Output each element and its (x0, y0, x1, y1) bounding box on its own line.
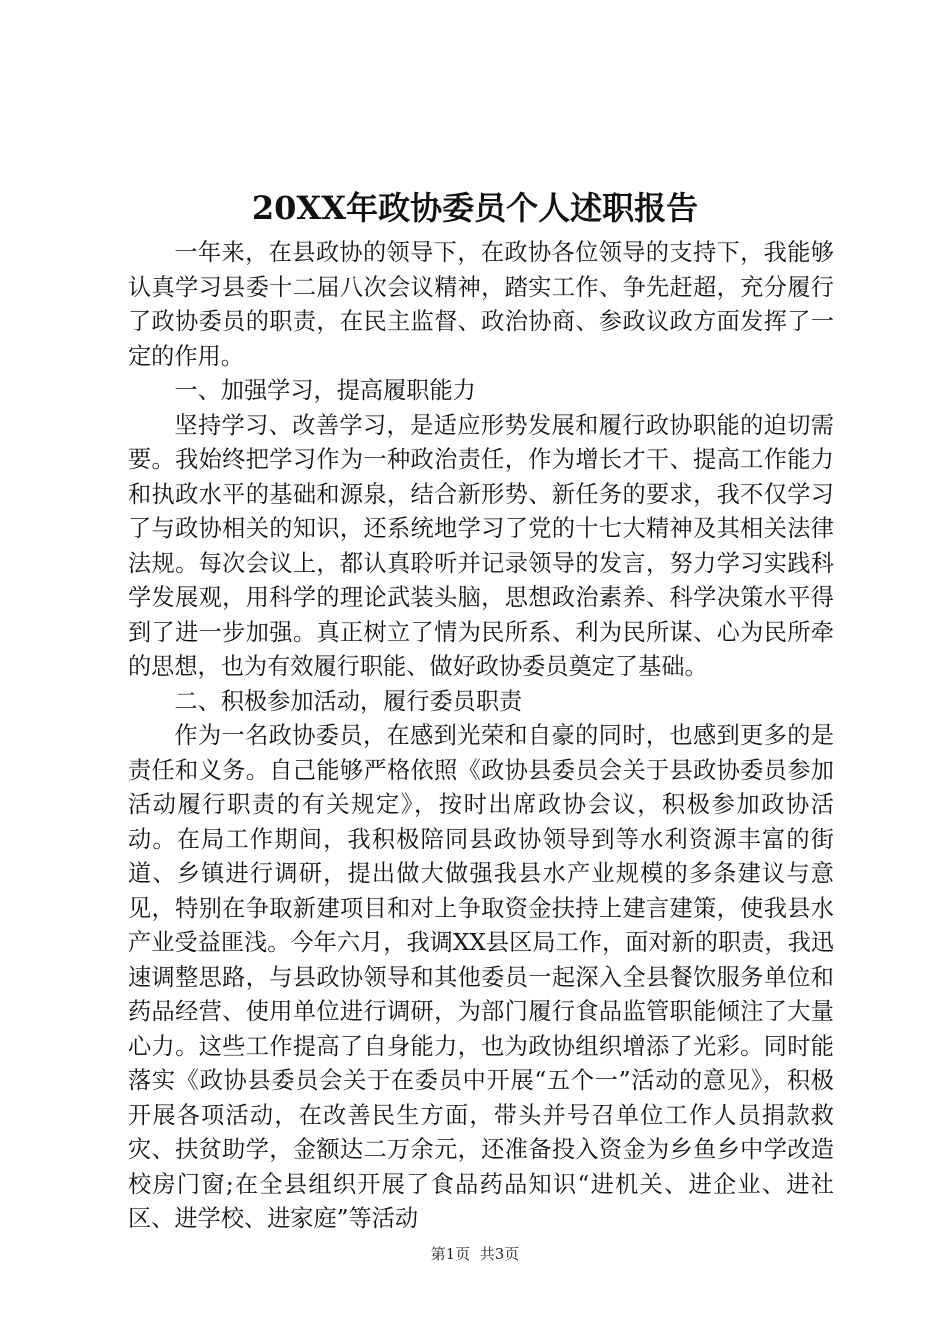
document-title: 20XX年政协委员个人述职报告 (251, 189, 699, 227)
section-heading-1: 一、加强学习，提高履职能力 (174, 377, 476, 404)
section-heading-2: 二、积极参加活动，履行委员职责 (174, 687, 523, 715)
page-number: 第1页 (430, 1245, 471, 1263)
paragraph-intro: 一年来，在县政协的领导下，在政协各位领导的支持下，我能够认真学习县委十二届八次会议精神，踏实工作、争先赶超，充分履行了政协委员的职责，在民主监督、政治协商、参政议政方面发挥了一定的作用。 (128, 239, 834, 370)
document-body (128, 236, 834, 1237)
page-footer (0, 1244, 950, 1264)
page-total: 共3页 (479, 1245, 520, 1263)
paragraph-activities: 作为一名政协委员，在感到光荣和自豪的同时，也感到更多的是责任和义务。自己能够严格依照《政协县委员会关于县政协委员参加活动履行职责的有关规定》，按时出席政协会议，积极参加政协活动。在局工作期间，我积极陪同县政协领导到等水利资源丰富的街道、乡镇进行调研，提出做大做强我县水产业规模的多条建议与意见，特别在争取新建项目和对上争取资金扶持上建言建策，使我县水产业受益匪浅。今年六月，我调XX县区局工作，面对新的职责，我迅速调整思路，与县政协领导和其他委员一起深入全县餐饮服务单位和药品经营、使用单位进行调研，为部门履行食品监管职能倾注了大量心力。这些工作提高了自身能力，也为政协组织增添了光彩。同时能落实《政协县委员会关于在委员中开展“五个一”活动的意见》，积极开展各项活动，在改善民生方面，带头并号召单位工作人员捐款救灾、扶贫助学，金额达二万余元，还准备投入资金为乡鱼乡中学改造校房门窗;在全县组织开展了食品药品知识“进机关、进企业、进社区、进学校、进家庭”等活动 (128, 722, 834, 1232)
paragraph-study: 坚持学习、改善学习，是适应形势发展和履行政协职能的迫切需要。我始终把学习作为一种政治责任，作为增长才干、提高工作能力和执政水平的基础和源泉，结合新形势、新任务的要求，我不仅学习了与政协相关的知识，还系统地学习了党的十七大精神及其相关法律法规。每次会议上，都认真聆听并记录领导的发言，努力学习实践科学发展观，用科学的理论武装头脑，思想政治素养、科学决策水平得到了进一步加强。真正树立了情为民所系、利为民所谋、心为民所牵的思想，也为有效履行职能、做好政协委员奠定了基础。 (128, 411, 834, 680)
